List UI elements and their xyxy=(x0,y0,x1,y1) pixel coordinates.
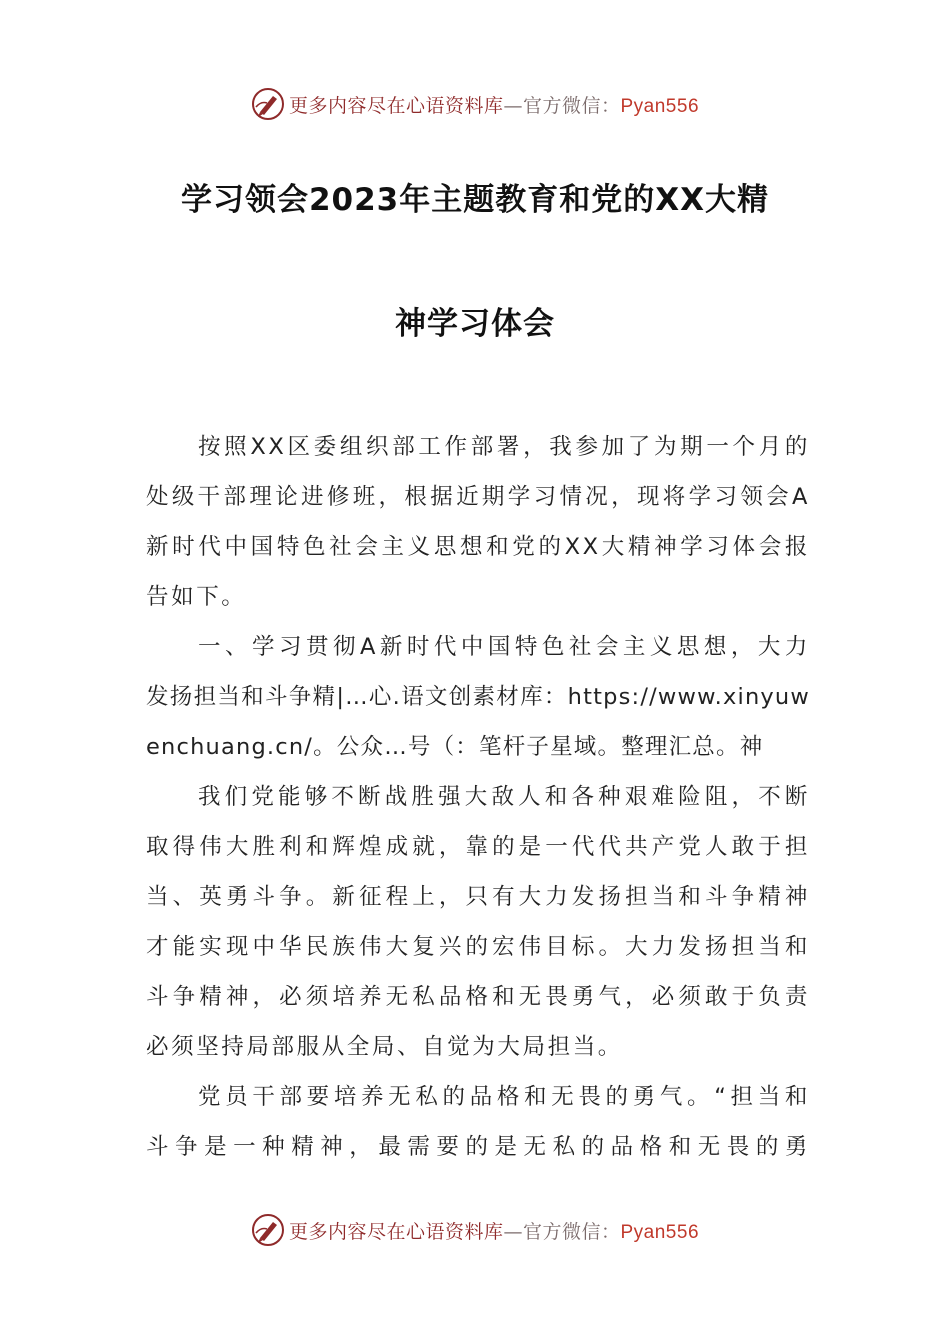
footer-watermark xyxy=(0,1210,950,1250)
watermark-wechat-id: Pyan556 xyxy=(620,95,700,117)
pen-logo-icon xyxy=(251,1213,285,1247)
watermark-sub: 官方微信： xyxy=(522,1220,621,1243)
watermark-main: 更多内容尽在心语资料库 xyxy=(288,1220,504,1243)
text-line: enchuang.cn/。公众…号（：笔杆子星域。整理汇总。神 xyxy=(146,734,764,760)
watermark-main: 更多内容尽在心语资料库 xyxy=(288,94,504,117)
text-line: 才能实现中华民族伟大复兴的宏伟目标。大力发扬担当和 xyxy=(146,934,810,960)
text-line: 告如下。 xyxy=(146,584,247,610)
paragraph-section-heading xyxy=(146,622,810,772)
watermark-sub: 官方微信： xyxy=(522,94,621,117)
header-watermark xyxy=(0,84,950,124)
text-line: 斗争是一种精神，最需要的是无私的品格和无畏的勇 xyxy=(146,1134,810,1160)
paragraph-body xyxy=(146,772,810,1072)
text-line: 取得伟大胜利和辉煌成就，靠的是一代代共产党人敢于担 xyxy=(146,834,810,860)
text-line: 一、学习贯彻A新时代中国特色社会主义思想，大力 xyxy=(198,634,810,660)
text-line: 必须坚持局部服从全局、自觉为大局担当。 xyxy=(146,1034,623,1060)
text-line: 按照XX区委组织部工作部署，我参加了为期一个月的 xyxy=(198,434,810,460)
document-title-line-2: 神学习体会 xyxy=(395,306,555,342)
watermark-wechat-id: Pyan556 xyxy=(620,1221,700,1243)
paragraph-intro xyxy=(146,422,810,622)
watermark-separator: — xyxy=(503,94,523,117)
text-line: 党员干部要培养无私的品格和无畏的勇气。“担当和 xyxy=(198,1084,810,1110)
watermark-separator: — xyxy=(503,1220,523,1243)
document-title-line-1: 学习领会2023年主题教育和党的XX大精 xyxy=(180,182,770,218)
pen-logo-icon xyxy=(251,87,285,121)
text-line: 新时代中国特色社会主义思想和党的XX大精神学习体会报 xyxy=(146,534,810,560)
text-line: 处级干部理论进修班，根据近期学习情况，现将学习领会A xyxy=(146,484,810,510)
text-line: 当、英勇斗争。新征程上，只有大力发扬担当和斗争精神 xyxy=(146,884,810,910)
watermark-text xyxy=(289,91,699,118)
watermark-text xyxy=(289,1217,699,1244)
text-line: 斗争精神，必须培养无私品格和无畏勇气，必须敢于负责 xyxy=(146,984,810,1010)
text-line: 发扬担当和斗争精|…心.语文创素材库：https://www.xinyuw xyxy=(146,684,810,710)
text-line: 我们党能够不断战胜强大敌人和各种艰难险阻，不断 xyxy=(198,784,810,810)
paragraph-body-continued xyxy=(146,1072,810,1172)
